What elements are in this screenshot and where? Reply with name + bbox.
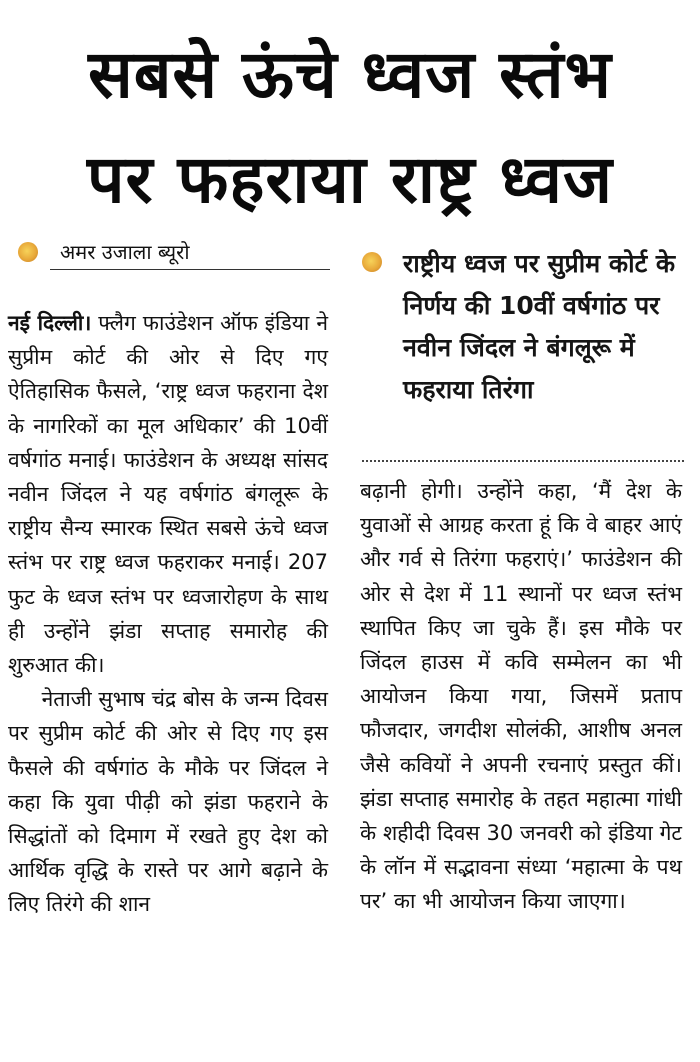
- article-right-column: [360, 474, 682, 919]
- byline-rule: [50, 269, 330, 270]
- headline-line-2: पर फहराया राष्ट्र ध्वज: [87, 141, 613, 218]
- dateline: नई दिल्ली।: [8, 311, 92, 335]
- article-left-column: [8, 306, 328, 922]
- article-paragraph-3: बढ़ानी होगी। उन्होंने कहा, ‘मैं देश के युवाओं से आग्रह करता हूं कि वे बाहर आएं और गर्व से तिरंगा फहराएं।’ फाउंडेशन की ओर से देश में 11 स्थानों पर ध्वज स्तंभ स्थापित किए जा चुके हैं। इस मौके पर जिंदल हाउस में कवि सम्मेलन का भी आयोजन किया गया, जिसमें प्रताप फौजदार, जगदीश सोलंकी, आशीष अनल जैसे कवियों ने अपनी रचनाएं प्रस्तुत कीं। झंडा सप्ताह समारोह के तहत महात्मा गांधी के शहीदी दिवस 30 जनवरी को इंडिया गेट के लॉन में सद्भावना संध्या ‘महात्मा के पथ पर’ का भी आयोजन किया जाएगा।: [360, 479, 682, 914]
- article-paragraph-1: [8, 306, 328, 682]
- subheadline-divider: [362, 460, 684, 462]
- article-paragraph-2: नेताजी सुभाष चंद्र बोस के जन्म दिवस पर सुप्रीम कोर्ट की ओर से दिए गए इस फैसले की वर्षगांठ के मौके पर जिंदल ने कहा कि युवा पीढ़ी को झंडा फहराने के सिद्धांतों को दिमाग में रखते हुए देश को आर्थिक वृद्धि के रास्ते पर आगे बढ़ाने के लिए तिरंगे की शान: [8, 687, 328, 917]
- byline-bullet-icon: [18, 242, 38, 262]
- subheadline: राष्ट्रीय ध्वज पर सुप्रीम कोर्ट के निर्णय की 10वीं वर्षगांठ पर नवीन जिंदल ने बंगलूरू में फहराया तिरंगा: [403, 249, 676, 404]
- subheadline-bullet-icon: [362, 252, 382, 272]
- paragraph-1-text: फ्लैग फाउंडेशन ऑफ इंडिया ने सुप्रीम कोर्ट की ओर से दिए गए ऐतिहासिक फैसले, ‘राष्ट्र ध्वज फहराना देश के नागरिकों का मूल अधिकार’ की 10वीं वर्षगांठ मनाई। फाउंडेशन के अध्यक्ष सांसद नवीन जिंदल ने यह वर्षगांठ बंगलूरू के राष्ट्रीय सैन्य स्मारक स्थित सबसे ऊंचे ध्वज स्तंभ पर राष्ट्र ध्वज फहराकर मनाई। 207 फुट के ध्वज स्तंभ पर ध्वजारोहण के साथ ही उन्होंने झंडा सप्ताह समारोह की शुरुआत की।: [8, 311, 328, 678]
- headline-line-1: सबसे ऊंचे ध्वज स्तंभ: [88, 36, 612, 113]
- byline: अमर उजाला ब्यूरो: [60, 240, 190, 264]
